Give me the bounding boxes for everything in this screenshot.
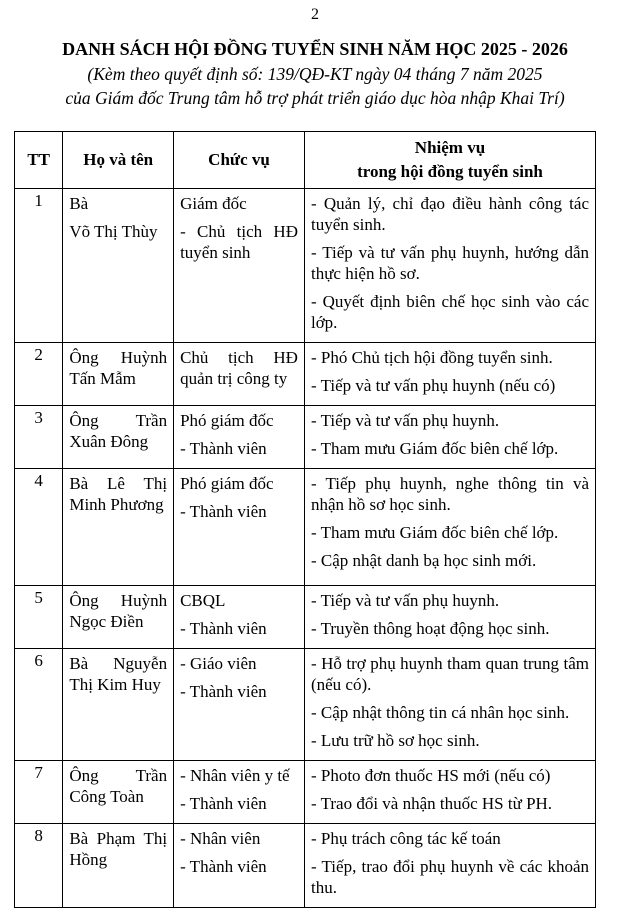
cell-tt: 1 [15,189,63,343]
cell-paragraph: - Phó Chủ tịch hội đồng tuyển sinh. [310,348,553,367]
cell-paragraph: - Quản lý, chỉ đạo điều hành công tác tuyển sinh. [310,194,589,234]
cell-name [63,824,174,908]
table-row [15,761,596,824]
cell-paragraph: - Tiếp và tư vấn phụ huynh, hướng dẫn thực hiện hồ sơ. [310,243,589,283]
cell-paragraph: Bà [69,194,89,213]
cell-duty [304,406,595,469]
table-row [15,649,596,761]
cell-name [63,343,174,406]
table-row [15,824,596,908]
cell-duty [304,649,595,761]
cell-tt: 7 [15,761,63,824]
cell-paragraph: - Tiếp và tư vấn phụ huynh (nếu có) [310,376,556,395]
cell-paragraph: - Giáo viên [180,654,257,673]
cell-position [174,406,305,469]
cell-position [174,586,305,649]
cell-paragraph: - Thành viên [180,439,267,458]
cell-paragraph: - Tiếp và tư vấn phụ huynh. [310,411,500,430]
cell-paragraph: - Tham mưu Giám đốc biên chế lớp. [310,523,559,542]
cell-paragraph: - Nhân viên [180,829,261,848]
cell-paragraph: Chủ tịch HĐ quản trị công ty [180,348,298,388]
cell-name [63,406,174,469]
cell-paragraph: - Thành viên [180,857,267,876]
cell-tt: 4 [15,469,63,586]
cell-paragraph: - Photo đơn thuốc HS mới (nếu có) [310,766,551,785]
cell-position [174,824,305,908]
cell-tt: 3 [15,406,63,469]
cell-duty [304,343,595,406]
cell-name [63,189,174,343]
cell-paragraph: - Thành viên [180,794,267,813]
cell-paragraph: Phó giám đốc [180,474,274,493]
cell-duty [304,761,595,824]
col-header-duty-line: Nhiệm vụ [414,138,486,157]
table-header-row [15,132,596,189]
cell-paragraph: Bà Nguyễn Thị Kim Huy [69,654,168,694]
cell-paragraph: - Tiếp, trao đổi phụ huynh về các khoản thu. [310,857,589,897]
cell-paragraph: - Hỗ trợ phụ huynh tham quan trung tâm (nếu có). [310,654,589,694]
cell-paragraph: - Trao đổi và nhận thuốc HS từ PH. [310,794,553,813]
cell-duty [304,469,595,586]
cell-name [63,761,174,824]
table-row [15,189,596,343]
cell-paragraph: - Thành viên [180,682,267,701]
cell-paragraph: - Chủ tịch HĐ tuyển sinh [180,222,298,262]
cell-duty [304,824,595,908]
cell-paragraph: - Lưu trữ hồ sơ học sinh. [310,731,480,750]
col-header-position: Chức vụ [174,132,305,189]
cell-paragraph: - Quyết định biên chế học sinh vào các lớp. [310,292,589,332]
cell-duty [304,189,595,343]
cell-paragraph: - Tiếp phụ huynh, nghe thông tin và nhận hồ sơ học sinh. [310,474,589,514]
cell-paragraph: - Cập nhật thông tin cá nhân học sinh. [310,703,570,722]
council-table [14,131,596,908]
table-row [15,343,596,406]
page-number: 2 [311,6,319,23]
cell-paragraph: - Thành viên [180,502,267,521]
cell-paragraph: - Truyền thông hoạt động học sinh. [310,619,550,638]
col-header-duty-line: trong hội đồng tuyển sinh [357,162,543,181]
cell-paragraph: Phó giám đốc [180,411,274,430]
table-row [15,406,596,469]
cell-tt: 2 [15,343,63,406]
cell-position [174,761,305,824]
document-subtitle [14,62,616,110]
cell-paragraph: CBQL [180,591,226,610]
cell-tt: 8 [15,824,63,908]
cell-paragraph: Ông Trần Công Toàn [69,766,168,806]
cell-paragraph: - Nhân viên y tế [180,766,290,785]
cell-name [63,649,174,761]
cell-paragraph: Ông Huỳnh Ngọc Điền [69,591,168,631]
cell-position [174,189,305,343]
cell-position [174,469,305,586]
cell-position [174,343,305,406]
cell-name [63,469,174,586]
cell-tt: 5 [15,586,63,649]
cell-duty [304,586,595,649]
cell-paragraph: Võ Thị Thùy [69,222,158,241]
cell-paragraph: Giám đốc [180,194,247,213]
cell-name [63,586,174,649]
table-row [15,586,596,649]
cell-paragraph: - Tham mưu Giám đốc biên chế lớp. [310,439,559,458]
cell-tt: 6 [15,649,63,761]
cell-paragraph: Ông Huỳnh Tấn Mẫm [69,348,168,388]
document-title: DANH SÁCH HỘI ĐỒNG TUYỂN SINH NĂM HỌC 2025 - 2026 [62,39,568,59]
col-header-tt: TT [15,132,63,189]
table-body [15,189,596,908]
cell-paragraph: - Tiếp và tư vấn phụ huynh. [310,591,500,610]
cell-paragraph: - Thành viên [180,619,267,638]
cell-paragraph: Bà Lê Thị Minh Phương [69,474,168,514]
cell-paragraph: Ông Trần Xuân Đông [69,411,168,451]
cell-paragraph: Bà Phạm Thị Hồng [69,829,168,869]
subtitle-line: của Giám đốc Trung tâm hỗ trợ phát triển giáo dục hòa nhập Khai Trí) [65,88,565,108]
cell-position [174,649,305,761]
col-header-duty [304,132,595,189]
cell-paragraph: - Phụ trách công tác kế toán [310,829,501,848]
subtitle-line: (Kèm theo quyết định số: 139/QĐ-KT ngày 04 tháng 7 năm 2025 [87,64,543,84]
table-row [15,469,596,586]
cell-paragraph: - Cập nhật danh bạ học sinh mới. [310,551,537,570]
col-header-name: Họ và tên [63,132,174,189]
